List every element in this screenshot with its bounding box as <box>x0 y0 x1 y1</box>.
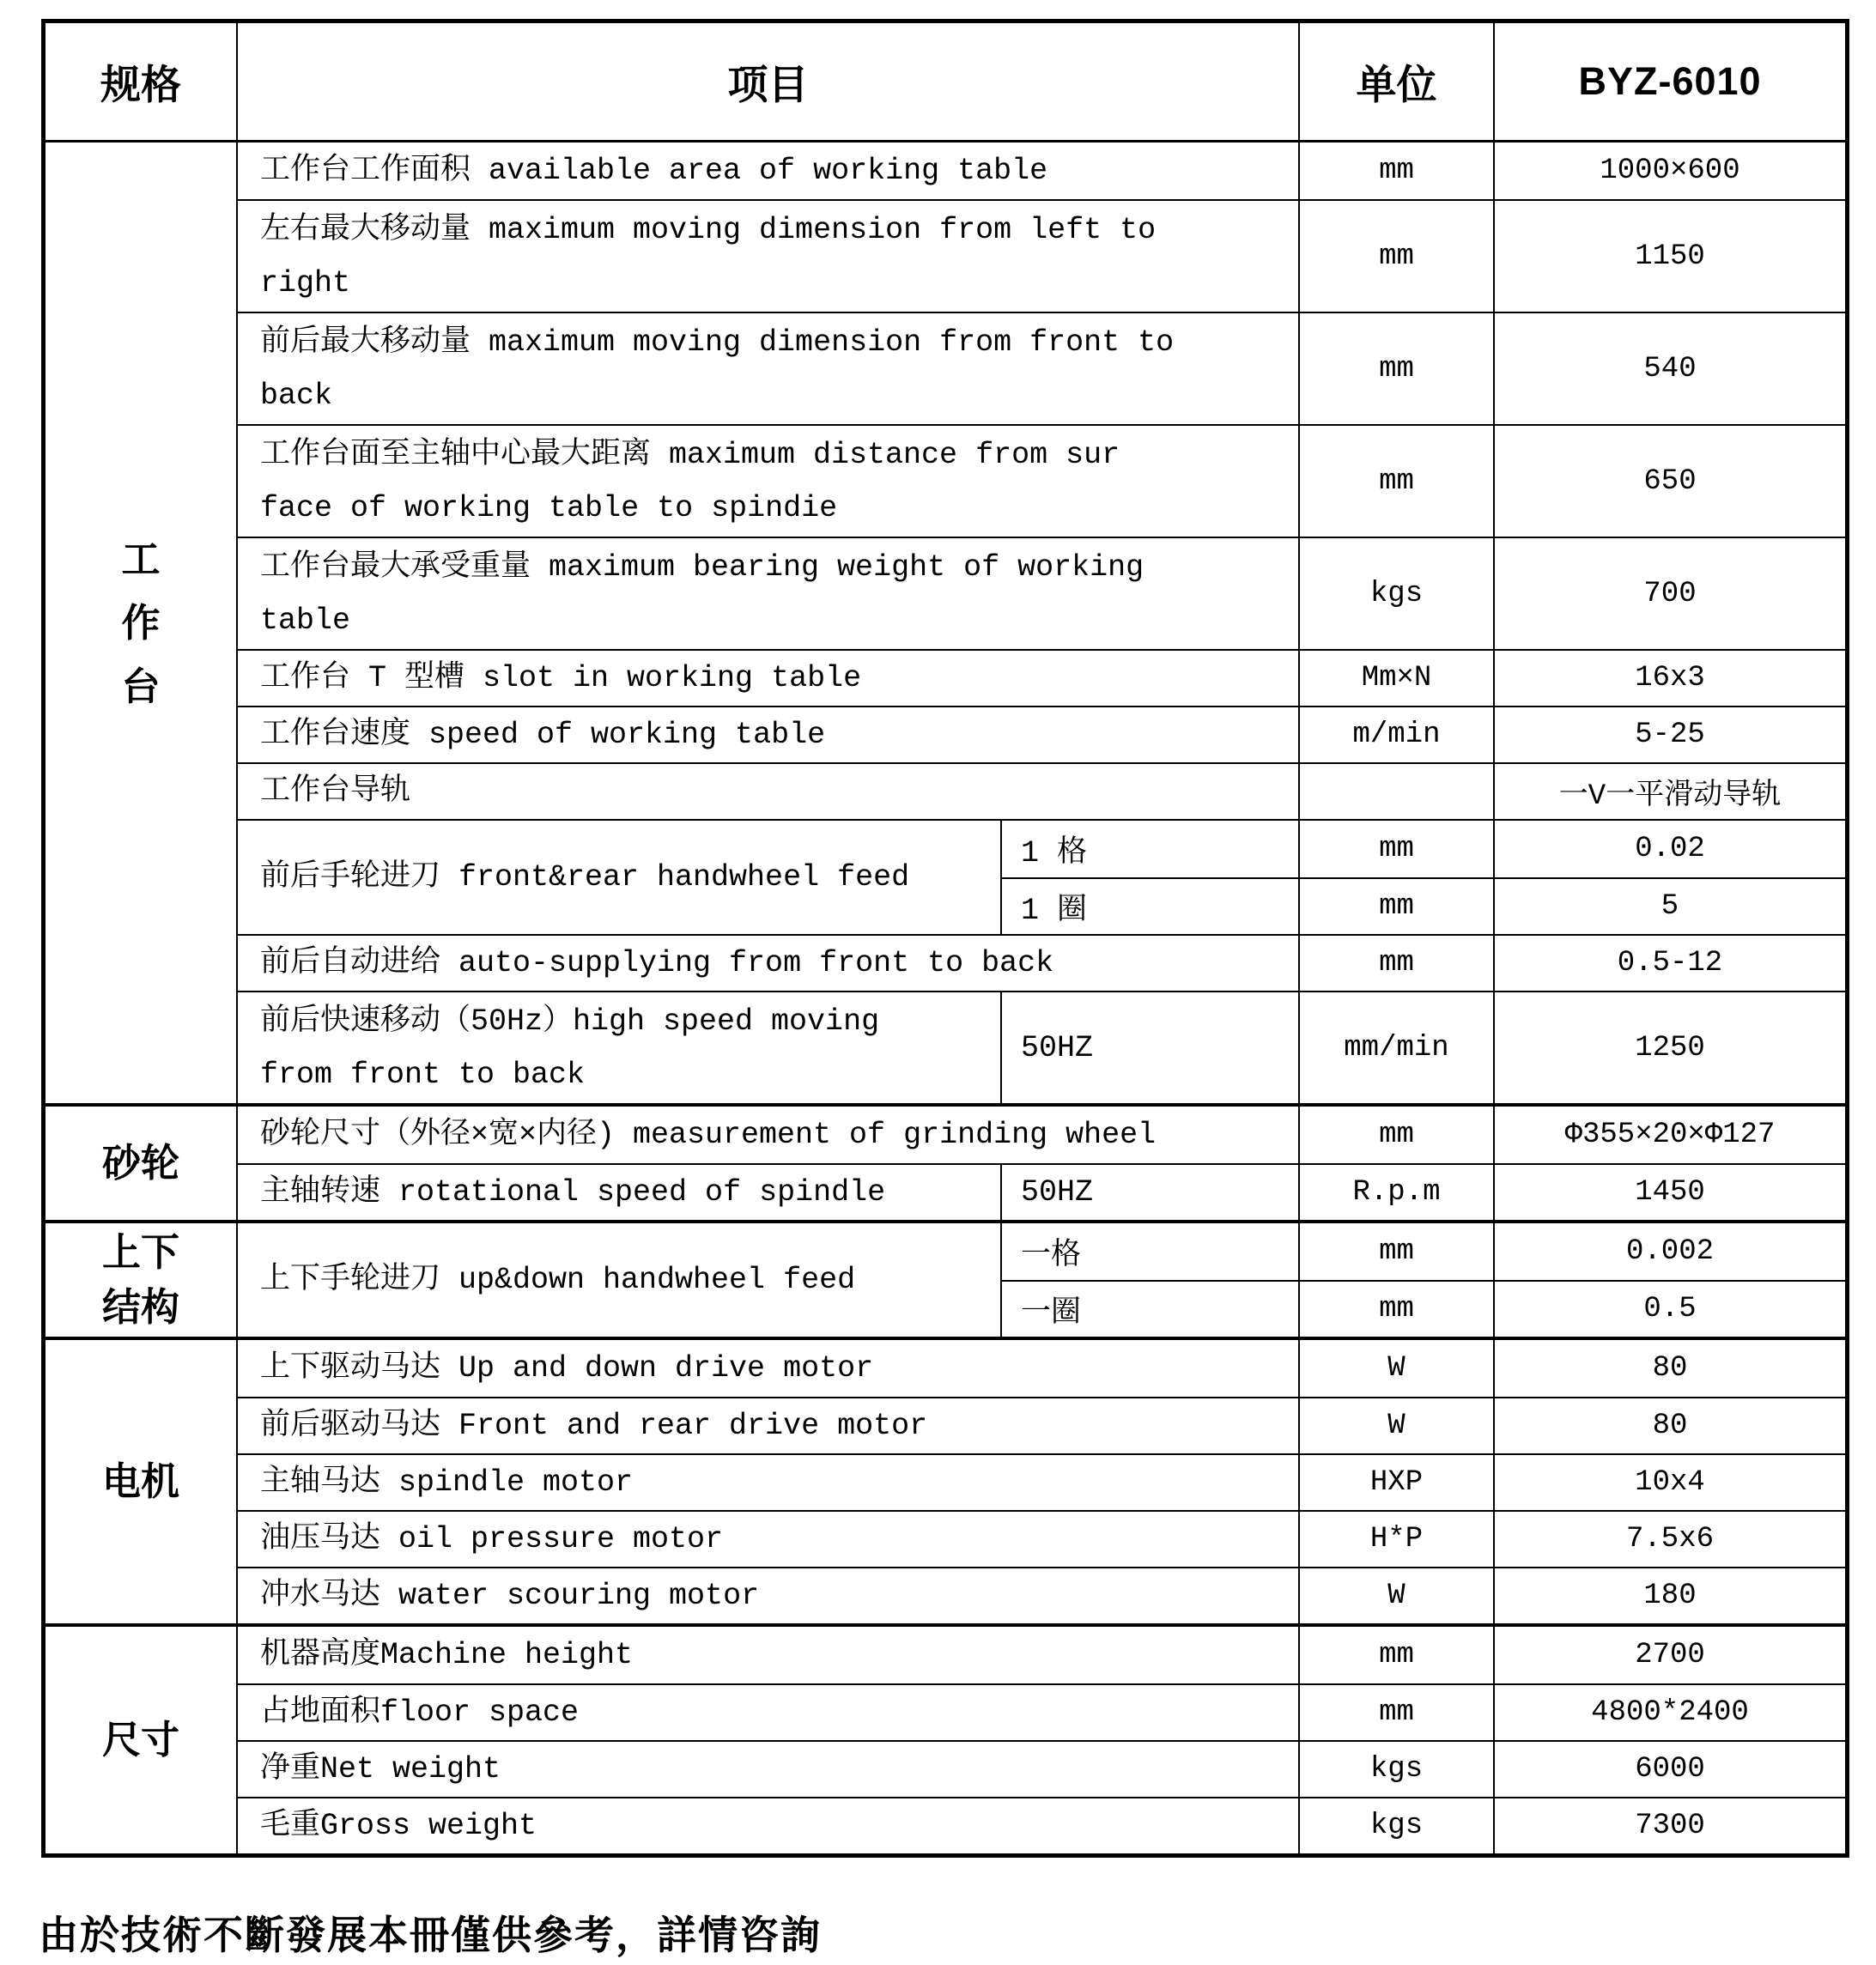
item-cell <box>238 1512 1298 1567</box>
item-text-line: 毛重Gross weight <box>260 1809 537 1843</box>
item-cell <box>238 1223 1000 1337</box>
table-row <box>238 1340 1845 1397</box>
item-text-line: 前后手轮进刀 front&rear handwheel feed <box>260 860 910 895</box>
item-cell <box>238 821 1000 934</box>
item-text-line: 工作台最大承受重量 maximum bearing weight of working <box>260 549 1144 585</box>
item-cell <box>238 313 1298 424</box>
unit-cell: mm <box>1298 201 1493 312</box>
spec-group-label <box>46 1627 236 1853</box>
table-row <box>238 424 1845 537</box>
value-cell: 4800*2400 <box>1493 1685 1845 1740</box>
item-text-line: 净重Net weight <box>260 1752 501 1786</box>
unit-cell: mm <box>1298 936 1493 991</box>
unit-cell: kgs <box>1298 538 1493 649</box>
spec-group-label <box>46 143 236 1103</box>
item-text-line: 前后驱动马达 Front and rear drive motor <box>260 1409 928 1443</box>
item-text-line: 工作台速度 speed of working table <box>260 718 826 752</box>
header-spec: 规格 <box>100 61 181 107</box>
spec-group <box>46 143 1845 1103</box>
item-cell <box>238 651 1298 706</box>
table-row <box>238 1397 1845 1453</box>
item-text-line: 前后最大移动量 maximum moving dimension from front to <box>260 324 1175 360</box>
unit-cell: mm <box>1298 143 1493 199</box>
item-cell <box>238 1568 1298 1623</box>
item-cell <box>238 426 1298 537</box>
spec-group-rows <box>236 1107 1845 1220</box>
table-row <box>238 143 1845 199</box>
table-row <box>238 649 1845 706</box>
sub-item-cell: 一格 <box>1000 1223 1298 1280</box>
table-row <box>238 1567 1845 1623</box>
sub-row <box>1000 877 1845 934</box>
value-cell: Φ355×20×Φ127 <box>1493 1107 1845 1163</box>
value-cell: 1250 <box>1493 992 1845 1103</box>
item-cell <box>238 1685 1298 1740</box>
spec-table <box>41 19 1849 1858</box>
sub-rows <box>1000 821 1845 934</box>
item-cell <box>238 1742 1298 1797</box>
unit-cell: W <box>1298 1398 1493 1453</box>
item-text-line: 主轴马达 spindle motor <box>260 1465 634 1500</box>
value-cell: 180 <box>1493 1568 1845 1623</box>
item-text-line: 工作台 T 型槽 slot in working table <box>260 661 862 695</box>
spec-label-line: 上下 <box>101 1230 179 1274</box>
table-row <box>238 991 1845 1103</box>
unit-cell: mm <box>1298 313 1493 424</box>
item-cell <box>238 201 1298 312</box>
value-cell: 0.02 <box>1493 821 1845 877</box>
spec-group-rows <box>236 1223 1845 1337</box>
spec-label-line: 尺寸 <box>101 1718 179 1762</box>
spec-label-line: 工 <box>121 537 161 581</box>
item-cell <box>238 1627 1298 1683</box>
unit-cell <box>1298 764 1493 819</box>
unit-cell: R.p.m <box>1298 1165 1493 1220</box>
value-cell: 6000 <box>1493 1742 1845 1797</box>
value-cell: 10x4 <box>1493 1455 1845 1510</box>
unit-cell: HXP <box>1298 1455 1493 1510</box>
header-unit: 单位 <box>1298 23 1493 140</box>
spec-group <box>46 1103 1845 1220</box>
table-row <box>238 199 1845 312</box>
spec-label-line: 结构 <box>101 1285 179 1329</box>
item-text-line: 主轴转速 rotational speed of spindle <box>260 1175 886 1210</box>
item-cell <box>238 1455 1298 1510</box>
spec-group-rows <box>236 1627 1845 1853</box>
table-row <box>238 1797 1845 1853</box>
unit-cell: mm <box>1298 1282 1493 1337</box>
value-cell: 700 <box>1493 538 1845 649</box>
item-text-line: face of working table to spindie <box>260 490 838 525</box>
item-text-line: 冲水马达 water scouring motor <box>260 1579 760 1613</box>
value-cell: 0.5 <box>1493 1282 1845 1337</box>
unit-cell: kgs <box>1298 1798 1493 1853</box>
unit-cell: mm <box>1298 1685 1493 1740</box>
footer-note: 由於技術不斷發展本冊僅供參考，詳情咨詢 <box>39 1913 822 1957</box>
item-text-line: 工作台导轨 <box>260 774 411 809</box>
value-cell: 650 <box>1493 426 1845 537</box>
item-cell <box>238 992 1000 1103</box>
sub-item-cell: 50HZ <box>1000 992 1298 1103</box>
unit-cell: H*P <box>1298 1512 1493 1567</box>
item-text-line: from front to back <box>260 1057 586 1092</box>
spec-group-rows <box>236 1340 1845 1623</box>
table-row <box>238 1627 1845 1683</box>
sub-row <box>1000 821 1845 877</box>
unit-cell: mm <box>1298 1107 1493 1163</box>
spec-label-line: 作 <box>121 600 161 645</box>
value-cell: 0.5-12 <box>1493 936 1845 991</box>
spec-group <box>46 1337 1845 1623</box>
spec-group <box>46 1220 1845 1337</box>
item-cell <box>238 1340 1298 1397</box>
value-cell: 7300 <box>1493 1798 1845 1853</box>
item-text-line: back <box>260 378 333 413</box>
item-text-line: 前后自动进给 auto-supplying from front to back <box>260 946 1054 980</box>
item-text-line: 工作台面至主轴中心最大距离 maximum distance from sur <box>260 437 1120 472</box>
sub-item-cell: 一圈 <box>1000 1282 1298 1337</box>
header-model: BYZ-6010 <box>1493 23 1845 140</box>
item-text-line: 油压马达 oil pressure motor <box>260 1522 724 1556</box>
item-cell <box>238 1107 1298 1163</box>
unit-cell: mm <box>1298 821 1493 877</box>
value-cell: 80 <box>1493 1340 1845 1397</box>
table-row <box>238 1683 1845 1740</box>
sub-item-cell: 1 格 <box>1000 821 1298 877</box>
value-cell: 16x3 <box>1493 651 1845 706</box>
item-text-line: 前后快速移动（50Hz）high speed moving <box>260 1004 880 1039</box>
sub-item-cell: 50HZ <box>1000 1165 1298 1220</box>
item-cell <box>238 1398 1298 1453</box>
spec-label-line: 砂轮 <box>101 1141 179 1185</box>
item-cell <box>238 143 1298 199</box>
value-cell: 7.5x6 <box>1493 1512 1845 1567</box>
item-text-line: 占地面积floor space <box>260 1695 580 1730</box>
unit-cell: Mm×N <box>1298 651 1493 706</box>
sub-rows <box>1000 1223 1845 1337</box>
value-cell: 1000×600 <box>1493 143 1845 199</box>
table-row <box>238 1740 1845 1797</box>
item-cell <box>238 707 1298 762</box>
item-cell <box>238 1798 1298 1853</box>
table-body <box>46 143 1845 1853</box>
table-row <box>238 1107 1845 1163</box>
unit-cell: W <box>1298 1340 1493 1397</box>
sub-row <box>1000 1223 1845 1280</box>
table-row <box>238 1223 1845 1337</box>
item-text-line: 机器高度Machine height <box>260 1638 634 1672</box>
item-text-line: table <box>260 603 351 638</box>
table-row <box>238 934 1845 991</box>
table-row <box>238 1163 1845 1220</box>
table-row <box>238 706 1845 762</box>
item-cell <box>238 936 1298 991</box>
item-text-line: 工作台工作面积 available area of working table <box>260 154 1048 188</box>
item-text-line: 左右最大移动量 maximum moving dimension from left to <box>260 212 1157 247</box>
spec-group-rows <box>236 143 1845 1103</box>
item-text-line: 上下手轮进刀 up&down handwheel feed <box>260 1263 856 1297</box>
spec-group <box>46 1623 1845 1853</box>
value-cell: 80 <box>1493 1398 1845 1453</box>
table-row <box>238 537 1845 649</box>
spec-group-label <box>46 1340 236 1623</box>
table-row <box>238 762 1845 819</box>
unit-cell: kgs <box>1298 1742 1493 1797</box>
value-cell: 5 <box>1493 879 1845 934</box>
unit-cell: mm <box>1298 1223 1493 1280</box>
value-cell: 5-25 <box>1493 707 1845 762</box>
unit-cell: mm/min <box>1298 992 1493 1103</box>
unit-cell: mm <box>1298 1627 1493 1683</box>
table-row <box>238 312 1845 424</box>
header-item: 项目 <box>236 23 1298 140</box>
value-cell: 1150 <box>1493 201 1845 312</box>
unit-cell: mm <box>1298 426 1493 537</box>
table-row <box>238 1453 1845 1510</box>
item-text-line: 砂轮尺寸（外径×宽×内径) measurement of grinding wheel <box>260 1118 1157 1152</box>
value-cell: 一V一平滑动导轨 <box>1493 764 1845 819</box>
spec-group-label <box>46 1223 236 1337</box>
item-cell <box>238 764 1298 819</box>
spec-label-line: 台 <box>121 664 161 708</box>
sub-item-cell: 1 圈 <box>1000 879 1298 934</box>
item-cell <box>238 538 1298 649</box>
unit-cell: W <box>1298 1568 1493 1623</box>
value-cell: 0.002 <box>1493 1223 1845 1280</box>
value-cell: 1450 <box>1493 1165 1845 1220</box>
table-row <box>238 1510 1845 1567</box>
value-cell: 2700 <box>1493 1627 1845 1683</box>
item-text-line: 上下驱动马达 Up and down drive motor <box>260 1351 874 1386</box>
spec-label-line: 电机 <box>101 1459 179 1503</box>
sub-row <box>1000 1280 1845 1337</box>
table-row <box>238 819 1845 934</box>
table-header-row <box>46 23 1845 143</box>
spec-group-label <box>46 1107 236 1220</box>
value-cell: 540 <box>1493 313 1845 424</box>
item-cell <box>238 1165 1000 1220</box>
unit-cell: m/min <box>1298 707 1493 762</box>
unit-cell: mm <box>1298 879 1493 934</box>
item-text-line: right <box>260 265 351 300</box>
